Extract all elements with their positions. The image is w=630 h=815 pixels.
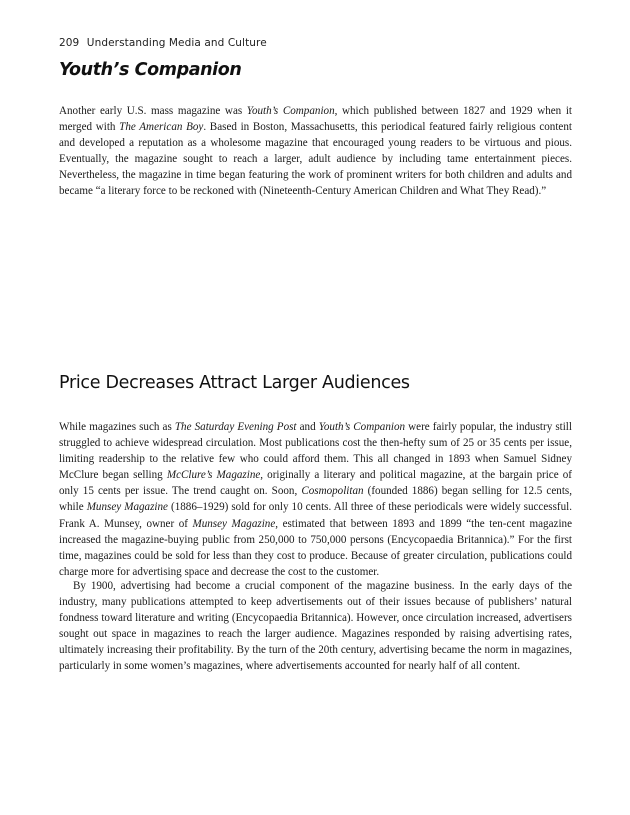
magazine-title: Munsey Magazine [86, 501, 168, 514]
magazine-title: Cosmopolitan [301, 485, 364, 498]
text-run: (1886–1929) sold for only 10 cents. All three of these periodicals were widely successful. Frank A. Munsey, owner of [59, 501, 573, 530]
magazine-title: Munsey Magazine [192, 517, 276, 530]
body-paragraph: By 1900, advertising had become a crucial component of the magazine business. In the early days of the industry, many publications attempted to keep advertisements out of their issues because of publishers’ natural fondness toward literature and writing (Encycopaedia Britannica). However, once circulation increased, advertisers sought out space in magazines to reach the larger audience. Magazines responded by raising advertising rates, ultimately increasing their profitability. By the turn of the 20th century, advertising became the norm in magazines, particularly in some women’s magazines, where advertisements accounted for nearly half of all content. [59, 580, 572, 673]
text-run: , estimated that between 1893 and 1899 “the ten-cent magazine increased the magazine-buying public from 250,000 to 750,000 persons (Encycopaedia Britannica).” For the first time, magazines could be sold for less than they cost to produce. Because of greater circulation, publications could charge more for advertising space and decrease the cost to the customer. [59, 517, 573, 578]
section-heading-price-decreases: Price Decreases Attract Larger Audiences [59, 373, 410, 393]
magazine-title: Youth’s Companion [318, 421, 406, 433]
book-title: Understanding Media and Culture [86, 37, 267, 49]
magazine-title: McClure’s Magazine [166, 469, 261, 482]
text-run: (founded 1886) began selling for 12.5 cents, while [59, 485, 572, 514]
text-run: and [296, 421, 319, 433]
text-run: While magazines such as [59, 421, 175, 433]
body-paragraph [59, 419, 572, 580]
page-number: 209 [59, 37, 80, 49]
magazine-title: Youth’s Companion [246, 105, 335, 117]
section-heading-youths-companion: Youth’s Companion [59, 60, 242, 80]
text-run: , originally a literary and political magazine, at the bargain price of only 15 cents per issue. The trend caught on. Soon, [59, 469, 572, 498]
running-header [59, 37, 267, 49]
magazine-title: The American Boy [119, 121, 204, 134]
text-run: , which published between 1827 and 1929 when it merged with [59, 105, 572, 134]
text-run: . Based in Boston, Massachusetts, this periodical featured fairly religious content and developed a reputation as a wholesome magazine that encouraged young readers to be virtuous and pious. Eventually, the magazine sought to reach a larger, adult audience by including tame entertainment pieces. Nevertheless, the magazine in time began featuring the work of prominent writers for both children and adults and became “a literary force to be reckoned with (Nineteenth-Century American Children and What They Read).” [59, 121, 572, 198]
text-run: Another early U.S. mass magazine was [59, 105, 247, 117]
body-paragraph [59, 103, 572, 200]
text-run: were fairly popular, the industry still struggled to achieve widespread circulation. Most publications cost the then-hefty sum of 25 or 35 cents per issue, limiting readership to the relative few who could afford them. This all changed in 1893 when Samuel Sidney McClure began selling [59, 421, 572, 482]
magazine-title: The Saturday Evening Post [174, 421, 297, 433]
